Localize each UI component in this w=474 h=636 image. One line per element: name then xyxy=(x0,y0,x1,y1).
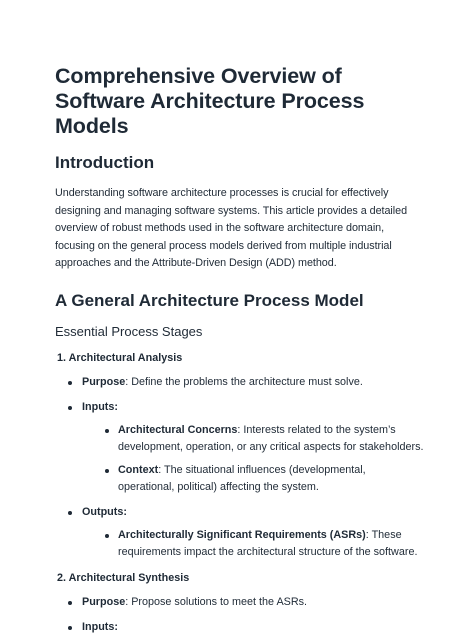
document-title: Comprehensive Overview of Software Architecture Process Models xyxy=(55,64,365,138)
stage-2-inputs-item xyxy=(55,619,425,636)
bullet-icon xyxy=(68,601,72,605)
bullet-icon xyxy=(68,406,72,410)
purpose-label: Purpose xyxy=(82,595,126,608)
inputs-colon: : xyxy=(114,620,118,633)
input-text: : Interests related to the system’s development, operation, or any critical aspects for stakeholders. xyxy=(118,423,424,453)
input-text: : The situational influences (developmental, operational, political) affecting the system. xyxy=(118,463,366,493)
output-text: : These requirements impact the architectural structure of the software. xyxy=(118,528,418,558)
bullet-icon xyxy=(105,469,109,473)
stage-1-inputs-item xyxy=(55,399,425,496)
purpose-text: : Propose solutions to meet the ASRs. xyxy=(125,595,308,608)
inputs-label: Inputs xyxy=(82,620,115,633)
stage-1-heading: 1. Architectural Analysis xyxy=(57,351,183,364)
inputs-label: Inputs xyxy=(82,400,115,413)
stage-2-purpose-item xyxy=(55,594,425,611)
stage-1-outputs-item xyxy=(55,504,425,561)
output-label: Architecturally Significant Requirements (ASRs) xyxy=(118,528,366,541)
bullet-icon xyxy=(68,381,72,385)
intro-heading: Introduction xyxy=(55,153,155,172)
purpose-text: : Define the problems the architecture must solve. xyxy=(125,375,363,388)
document-page xyxy=(55,64,425,636)
intro-paragraph: Understanding software architecture processes is crucial for effectively designing and managing software systems. This article provides a detailed overview of robust methods used in the software architecture domain, focusing on the general process models derived from multiple industrial approaches and the Attribute-Driven Design (ADD) method. xyxy=(55,187,408,269)
stage-2-list xyxy=(55,594,425,636)
bullet-icon xyxy=(105,534,109,538)
stage-1-purpose-item xyxy=(55,374,425,391)
process-stages-subheading: Essential Process Stages xyxy=(55,323,203,339)
stage-1-list xyxy=(55,374,425,561)
general-model-heading: A General Architecture Process Model xyxy=(55,290,364,310)
bullet-icon xyxy=(68,511,72,515)
stage-1-outputs-sublist xyxy=(82,527,425,561)
input-label: Architectural Concerns xyxy=(118,423,238,436)
bullet-icon xyxy=(68,626,72,630)
stage-2-heading: 2. Architectural Synthesis xyxy=(57,571,190,584)
purpose-label: Purpose xyxy=(82,375,126,388)
input-label: Context xyxy=(118,463,159,476)
stage-1-inputs-sublist xyxy=(82,422,425,496)
outputs-colon: : xyxy=(123,505,127,518)
input-item-concerns xyxy=(82,422,425,456)
inputs-colon: : xyxy=(114,400,118,413)
output-item-asrs xyxy=(82,527,425,561)
bullet-icon xyxy=(105,429,109,433)
input-item-context xyxy=(82,462,425,496)
outputs-label: Outputs xyxy=(82,505,124,518)
